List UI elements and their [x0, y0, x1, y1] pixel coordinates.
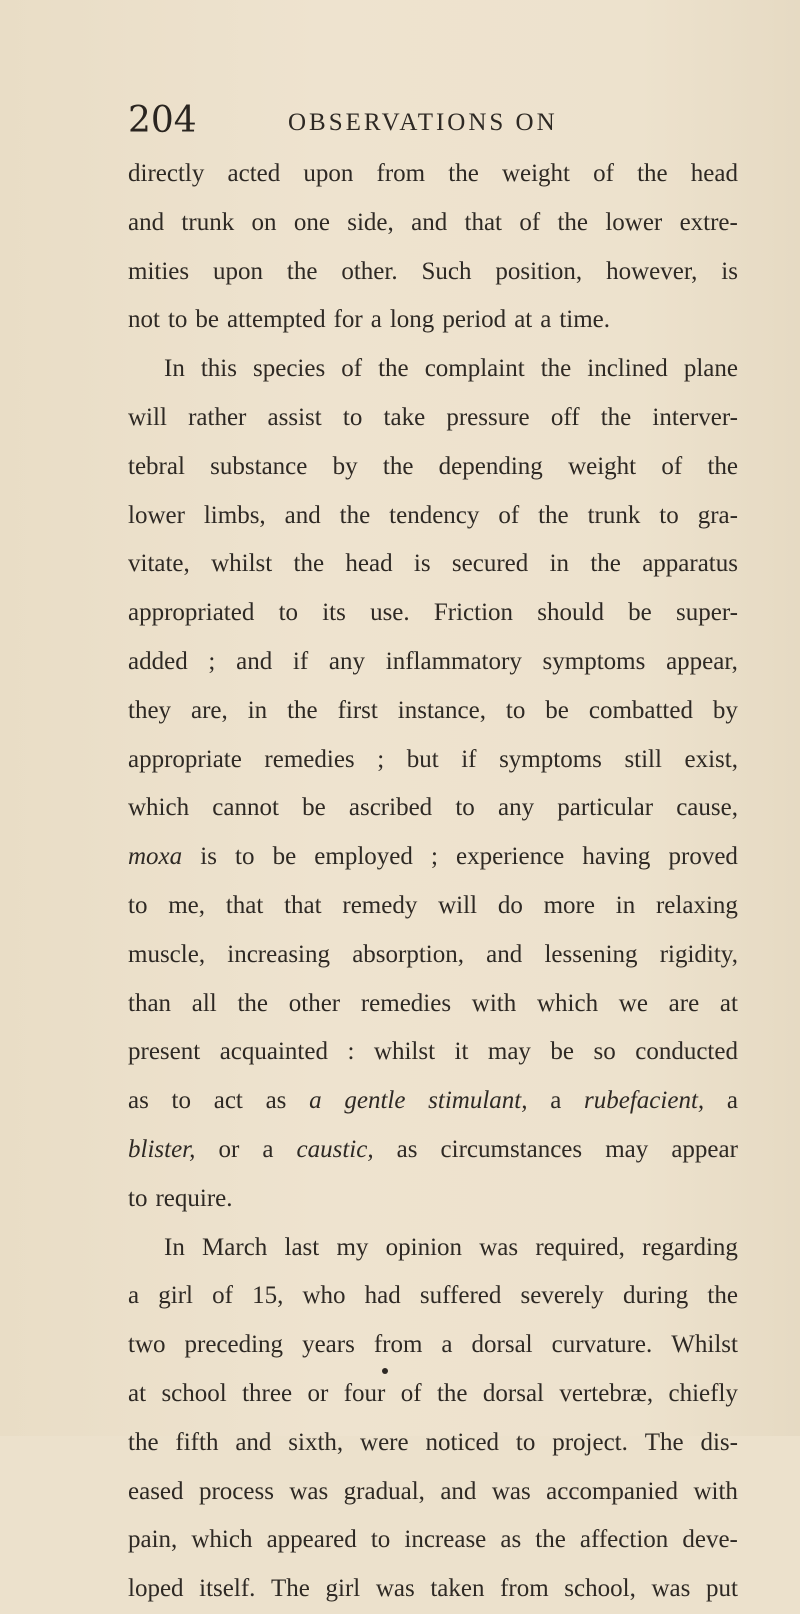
- word: the: [382, 452, 414, 480]
- word: is: [200, 843, 217, 871]
- word: be: [550, 1038, 575, 1066]
- word: in: [549, 550, 570, 578]
- text-line: [128, 443, 738, 492]
- word: In: [164, 355, 185, 383]
- word: itself.: [199, 1575, 256, 1603]
- word: last: [284, 1233, 320, 1261]
- word: during: [622, 1282, 689, 1310]
- word: we: [618, 989, 648, 1017]
- word: process: [198, 1477, 274, 1505]
- word: deve-: [682, 1526, 738, 1554]
- word: which: [191, 1526, 253, 1554]
- word: be: [272, 843, 297, 871]
- word: sixth,: [288, 1428, 344, 1456]
- word: to: [128, 891, 148, 919]
- text-line: [128, 1370, 738, 1419]
- word: more: [543, 891, 595, 919]
- text-line: [128, 833, 738, 882]
- word: that: [225, 891, 264, 919]
- word: lower: [128, 501, 185, 529]
- word: :: [347, 1038, 355, 1066]
- word: super-: [676, 599, 738, 627]
- word: years: [302, 1331, 355, 1359]
- word: mities: [128, 257, 190, 285]
- word: instance,: [397, 696, 486, 724]
- word: any: [328, 647, 366, 675]
- word: appear: [671, 1135, 738, 1163]
- word: school: [161, 1379, 227, 1407]
- text-line: [128, 980, 738, 1029]
- word: combatted: [588, 696, 693, 724]
- word: ascribed: [348, 794, 433, 822]
- word: a: [262, 1135, 274, 1163]
- text-line: [128, 1565, 738, 1614]
- word: upon: [303, 160, 354, 187]
- word: by: [332, 452, 358, 480]
- word: Friction: [433, 599, 514, 627]
- text-line: [128, 687, 738, 736]
- word: accompanied: [546, 1477, 679, 1505]
- word: act: [213, 1087, 243, 1115]
- word: as: [128, 1087, 149, 1115]
- word: absorption,: [352, 940, 464, 968]
- word: upon: [213, 257, 263, 285]
- word: girl: [158, 1282, 193, 1310]
- word: may: [605, 1135, 649, 1163]
- word: two: [128, 1331, 166, 1359]
- word: vertebræ,: [559, 1379, 654, 1407]
- word: which: [536, 989, 599, 1017]
- word: the: [637, 160, 668, 187]
- word: tendency: [389, 501, 480, 529]
- word: were: [360, 1428, 409, 1456]
- word: or: [307, 1379, 329, 1407]
- word: opinion: [385, 1233, 463, 1261]
- word: of: [519, 208, 541, 236]
- word: attempted: [227, 306, 326, 334]
- word: exist,: [684, 745, 738, 773]
- word: inflammatory: [385, 647, 522, 675]
- word: to: [659, 501, 679, 529]
- word: curvature.: [551, 1331, 653, 1359]
- word: side,: [347, 208, 394, 236]
- word: a: [128, 1282, 140, 1310]
- word: a: [726, 1087, 738, 1115]
- word: the: [590, 550, 621, 578]
- word: was: [375, 1575, 415, 1603]
- word: directly: [128, 160, 205, 187]
- word: of: [212, 1282, 233, 1310]
- word: blister,: [128, 1135, 196, 1163]
- word: to: [515, 1428, 536, 1456]
- word: tebral: [128, 452, 185, 480]
- word: of: [400, 1379, 422, 1407]
- word: fifth: [175, 1428, 219, 1456]
- word: at: [514, 306, 533, 334]
- word: dorsal: [482, 1379, 544, 1407]
- word: at: [719, 989, 738, 1017]
- word: for: [333, 306, 363, 334]
- word: any: [497, 794, 535, 822]
- word: conducted: [635, 1038, 738, 1066]
- word: substance: [210, 452, 308, 480]
- word: my: [336, 1233, 369, 1261]
- word: time.: [559, 306, 611, 334]
- word: ;: [430, 843, 438, 871]
- word: interver-: [652, 403, 738, 431]
- word: the: [378, 355, 409, 383]
- word: rather: [188, 403, 247, 431]
- text-line: [128, 150, 738, 199]
- word: girl: [325, 1575, 361, 1603]
- word: one: [293, 208, 330, 236]
- word: required,: [535, 1233, 625, 1261]
- word: muscle,: [128, 940, 206, 968]
- word: will: [438, 891, 478, 919]
- word: from: [500, 1575, 549, 1603]
- word: dorsal: [471, 1331, 533, 1359]
- word: are,: [190, 696, 228, 724]
- word: trunk: [181, 208, 235, 236]
- word: use.: [370, 599, 410, 627]
- text-line: [128, 882, 738, 931]
- word: to: [171, 1087, 191, 1115]
- word: complaint: [424, 355, 525, 383]
- word: caustic,: [296, 1135, 374, 1163]
- text-line: [128, 784, 738, 833]
- text-line: [128, 1516, 738, 1565]
- word: the: [707, 1282, 738, 1310]
- word: the: [448, 160, 479, 187]
- word: the: [535, 1526, 566, 1554]
- text-line: [128, 394, 738, 443]
- word: and: [284, 501, 321, 529]
- word: be: [195, 306, 220, 334]
- word: still: [624, 745, 662, 773]
- word: employed: [314, 843, 413, 871]
- word: was: [289, 1477, 329, 1505]
- word: of: [661, 452, 683, 480]
- word: of: [498, 501, 520, 529]
- word: inclined: [587, 355, 668, 383]
- text-line: [128, 1272, 738, 1321]
- word: increasing: [227, 940, 330, 968]
- word: eased: [128, 1477, 184, 1505]
- word: not: [128, 306, 160, 334]
- word: from: [376, 160, 426, 187]
- word: present: [128, 1038, 201, 1066]
- ink-dot: [382, 1368, 388, 1374]
- word: ;: [377, 745, 385, 773]
- word: limbs,: [203, 501, 266, 529]
- word: and: [440, 1477, 477, 1505]
- word: affection: [579, 1526, 669, 1554]
- text-line: [128, 931, 738, 980]
- word: 15,: [252, 1282, 284, 1310]
- word: to: [128, 1184, 148, 1212]
- word: as: [396, 1135, 418, 1163]
- word: vitate,: [128, 550, 190, 578]
- word: was: [651, 1575, 691, 1603]
- text-line: [128, 199, 738, 248]
- word: with: [693, 1477, 738, 1505]
- word: species: [253, 355, 326, 383]
- text-line: [128, 1126, 738, 1175]
- word: having: [582, 843, 651, 871]
- word: trunk: [587, 501, 641, 529]
- word: suffered: [419, 1282, 502, 1310]
- text-line: [128, 248, 738, 297]
- word: severely: [520, 1282, 604, 1310]
- word: the: [540, 355, 572, 383]
- word: The: [271, 1575, 310, 1603]
- word: of: [593, 160, 614, 187]
- text-line: [128, 492, 738, 541]
- word: acted: [227, 160, 281, 187]
- word: gradual,: [343, 1477, 425, 1505]
- word: the: [600, 403, 632, 431]
- word: be: [545, 696, 569, 724]
- word: require.: [155, 1184, 233, 1212]
- text-line: [128, 540, 738, 589]
- word: whilst: [373, 1038, 436, 1066]
- word: depending: [438, 452, 543, 480]
- word: lessening: [544, 940, 638, 968]
- word: loped: [128, 1575, 184, 1603]
- word: plane: [683, 355, 738, 383]
- word: head: [690, 160, 738, 187]
- word: weight: [501, 160, 570, 187]
- word: proved: [668, 843, 738, 871]
- word: me,: [168, 891, 206, 919]
- word: the: [237, 989, 269, 1017]
- word: by: [712, 696, 738, 724]
- text-line: [128, 345, 738, 394]
- word: apparatus: [642, 550, 738, 578]
- word: the: [286, 257, 318, 285]
- text-line: [128, 1468, 738, 1517]
- word: in: [247, 696, 268, 724]
- word: three: [242, 1379, 293, 1407]
- word: other.: [341, 257, 398, 285]
- word: project.: [552, 1428, 628, 1456]
- word: preceding: [184, 1331, 284, 1359]
- page-number: 204: [128, 100, 197, 141]
- word: gra-: [697, 501, 738, 529]
- word: had: [364, 1282, 401, 1310]
- word: remedies: [264, 745, 355, 773]
- word: Such: [421, 257, 472, 285]
- word: extre-: [679, 208, 738, 236]
- word: noticed: [425, 1428, 500, 1456]
- word: to: [167, 306, 188, 334]
- word: moxa: [128, 843, 183, 871]
- word: they: [128, 696, 172, 724]
- word: on: [251, 208, 277, 236]
- word: from: [373, 1331, 423, 1359]
- word: as: [265, 1087, 287, 1115]
- word: to: [505, 696, 526, 724]
- text-line: [128, 1175, 738, 1224]
- word: rigidity,: [659, 940, 738, 968]
- word: increase: [404, 1526, 487, 1554]
- word: a: [441, 1331, 453, 1359]
- word: secured: [451, 550, 529, 578]
- word: symptoms: [542, 647, 646, 675]
- word: but: [406, 745, 439, 773]
- word: first: [337, 696, 378, 724]
- word: lower: [605, 208, 663, 236]
- word: may: [487, 1038, 531, 1066]
- word: its: [322, 599, 346, 627]
- word: dis-: [700, 1428, 738, 1456]
- word: which: [128, 794, 190, 822]
- word: however,: [606, 257, 698, 285]
- word: if: [461, 745, 477, 773]
- word: taken: [430, 1575, 485, 1603]
- word: be: [302, 794, 326, 822]
- word: was: [491, 1477, 531, 1505]
- word: Whilst: [671, 1331, 738, 1359]
- word: a: [550, 1087, 562, 1115]
- word: experience: [456, 843, 565, 871]
- word: regarding: [642, 1233, 738, 1261]
- word: pain,: [128, 1526, 178, 1554]
- word: and: [128, 208, 165, 236]
- word: period: [442, 306, 507, 334]
- word: chiefly: [668, 1379, 738, 1407]
- word: March: [202, 1233, 268, 1261]
- word: stimulant,: [428, 1087, 528, 1115]
- word: and: [411, 208, 448, 236]
- word: weight: [568, 452, 637, 480]
- word: to: [342, 403, 363, 431]
- word: was: [479, 1233, 519, 1261]
- word: four: [343, 1379, 386, 1407]
- word: it: [454, 1038, 469, 1066]
- word: put: [705, 1575, 738, 1603]
- word: the: [287, 696, 318, 724]
- word: to: [455, 794, 475, 822]
- word: a: [309, 1087, 322, 1115]
- word: appeared: [266, 1526, 357, 1554]
- word: the: [538, 501, 569, 529]
- word: particular: [557, 794, 654, 822]
- word: remedies: [360, 989, 452, 1017]
- word: rubefacient,: [584, 1087, 705, 1115]
- running-title: OBSERVATIONS ON: [288, 109, 558, 136]
- word: school,: [564, 1575, 636, 1603]
- word: a: [540, 306, 552, 334]
- word: is: [413, 550, 431, 578]
- word: to: [235, 843, 255, 871]
- word: cause,: [676, 794, 738, 822]
- word: the: [557, 208, 589, 236]
- word: and: [236, 647, 273, 675]
- word: this: [200, 355, 237, 383]
- word: the: [339, 501, 371, 529]
- word: and: [486, 940, 523, 968]
- word: assist: [267, 403, 322, 431]
- word: cannot: [212, 794, 279, 822]
- body-text: [128, 150, 738, 1614]
- text-line: [128, 296, 738, 345]
- word: the: [128, 1428, 159, 1456]
- word: with: [471, 989, 517, 1017]
- word: of: [341, 355, 363, 383]
- word: in: [615, 891, 636, 919]
- word: to: [278, 599, 299, 627]
- word: a: [370, 306, 382, 334]
- word: at: [128, 1379, 147, 1407]
- text-line: [128, 1321, 738, 1370]
- word: position,: [495, 257, 583, 285]
- word: than: [128, 989, 172, 1017]
- word: if: [292, 647, 309, 675]
- text-line: [128, 638, 738, 687]
- word: head: [345, 550, 393, 578]
- word: circumstances: [440, 1135, 583, 1163]
- word: ;: [208, 647, 216, 675]
- word: all: [191, 989, 217, 1017]
- word: will: [128, 403, 167, 431]
- text-line: [128, 1419, 738, 1468]
- word: should: [537, 599, 604, 627]
- word: so: [593, 1038, 616, 1066]
- word: appropriate: [128, 745, 242, 773]
- word: do: [497, 891, 523, 919]
- word: pressure: [446, 403, 530, 431]
- word: that: [464, 208, 503, 236]
- word: take: [383, 403, 426, 431]
- word: appropriated: [128, 599, 255, 627]
- text-line: [128, 736, 738, 785]
- running-head: [128, 96, 688, 146]
- word: long: [389, 306, 435, 334]
- word: the: [293, 550, 325, 578]
- text-line: [128, 1224, 738, 1273]
- word: is: [721, 257, 738, 285]
- word: as: [500, 1526, 522, 1554]
- word: other: [288, 989, 341, 1017]
- word: The: [644, 1428, 684, 1456]
- word: added: [128, 647, 188, 675]
- word: to: [370, 1526, 391, 1554]
- word: who: [302, 1282, 346, 1310]
- word: remedy: [342, 891, 418, 919]
- word: relaxing: [655, 891, 738, 919]
- word: the: [436, 1379, 468, 1407]
- text-line: [128, 1077, 738, 1126]
- text-line: [128, 1028, 738, 1077]
- word: acquainted: [219, 1038, 328, 1066]
- text-line: [128, 589, 738, 638]
- word: that: [284, 891, 322, 919]
- word: the: [707, 452, 738, 480]
- word: be: [628, 599, 652, 627]
- word: In: [164, 1233, 185, 1261]
- word: whilst: [211, 550, 273, 578]
- word: off: [550, 403, 580, 431]
- word: gentle: [344, 1087, 406, 1115]
- word: and: [235, 1428, 272, 1456]
- word: are: [668, 989, 700, 1017]
- word: symptoms: [499, 745, 602, 773]
- word: or: [218, 1135, 240, 1163]
- word: appear,: [666, 647, 738, 675]
